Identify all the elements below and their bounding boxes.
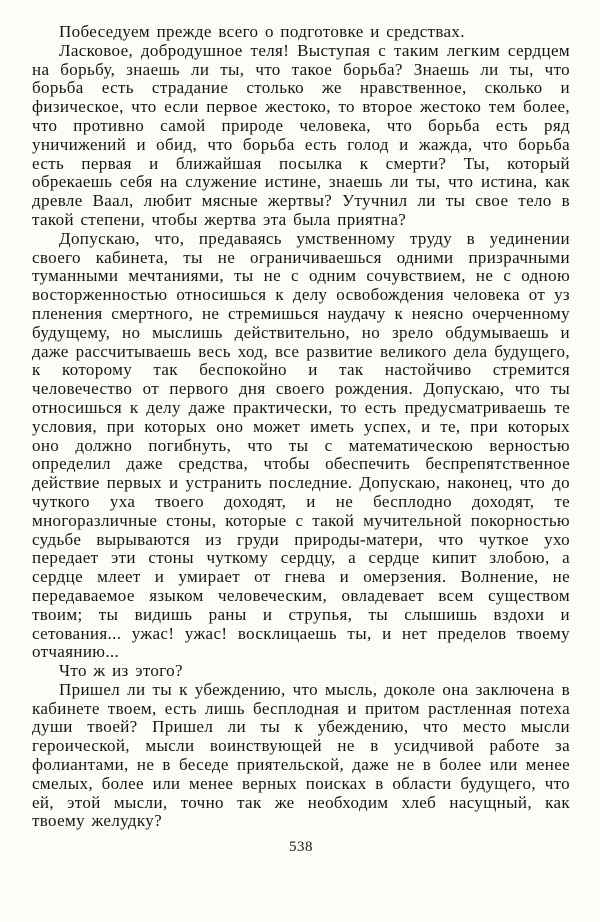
paragraph: Пришел ли ты к убеждению, что мысль, доколе она заключена в кабинете твоем, есть лишь бесплодная и притом растленная потеха души твоей? Пришел ли ты к убеждению, что место мысли героической, мысли воинствующей не в усидчивой работе за фолиантами, не в беседе приятельской, даже не в более или менее смелых, более или менее верных поисках в области будущего, что ей, этой мысли, точно так же необходим хлеб насущный, как твоему желудку?: [32, 679, 570, 831]
text-block: [32, 23, 570, 831]
paragraph: Допускаю, что, предаваясь умственному труду в уединении своего кабинета, ты не ограничиваешься одними призрачными туманными мечтаниями, ты не с одним сочувствием, не с одною восторженностью относишься к делу освобождения человека от уз пленения смертного, не стремишься наудачу к неясно очерченному будущему, но мыслишь действительно, но зрело обдумываешь и даже рассчитываешь весь ход, все развитие великого дела будущего, к которому так беспокойно и так настойчиво стремится человечество от первого дня своего рождения. Допускаю, что ты относишься к делу даже практически, то есть предусматриваешь те условия, при которых оно может иметь успех, и те, при которых оно должно погибнуть, что ты с математическою верностью определил даже средства, чтобы обеспечить беспрепятственное действие первых и устранить последние. Допускаю, наконец, что до чуткого уха твоего доходят, и не бесплодно доходят, те многоразличные стоны, которые с такой мучительной покорностью судьбе вырываются из груди природы-матери, что чуткое ухо передает эти стоны чуткому сердцу, а сердце кипит злобою, а сердце млеет и умирает от гнева и омерзения. Волнение, не передаваемое языком человеческим, овладевает всем существом твоим; ты видишь раны и струпья, ты слышишь вздохи и сетования... ужас! ужас! восклицаешь ты, и нет пределов твоему отчаянию...: [32, 228, 570, 662]
page-number: 538: [289, 839, 313, 856]
paragraph: Что ж из этого?: [59, 661, 183, 681]
paragraph: Ласковое, добродушное теля! Выступая с таким легким сердцем на борьбу, знаешь ли ты, что такое борьба? Знаешь ли ты, что борьба есть страдание столько же нравственное, сколько и физическое, что если первое жестоко, то второе жестоко тем более, что противно самой природе человека, что борьба есть ряд уничижений и обид, что борьба есть голод и жажда, что борьба есть первая и ближайшая посылка к смерти? Ты, который обрекаешь себя на служение истине, знаешь ли ты, что истина, как древле Ваал, любит мясные жертвы? Утучнил ли ты свое тело в такой степени, чтобы жертва эта была приятна?: [32, 40, 570, 229]
paragraph: Побеседуем прежде всего о подготовке и средствах.: [59, 22, 465, 41]
